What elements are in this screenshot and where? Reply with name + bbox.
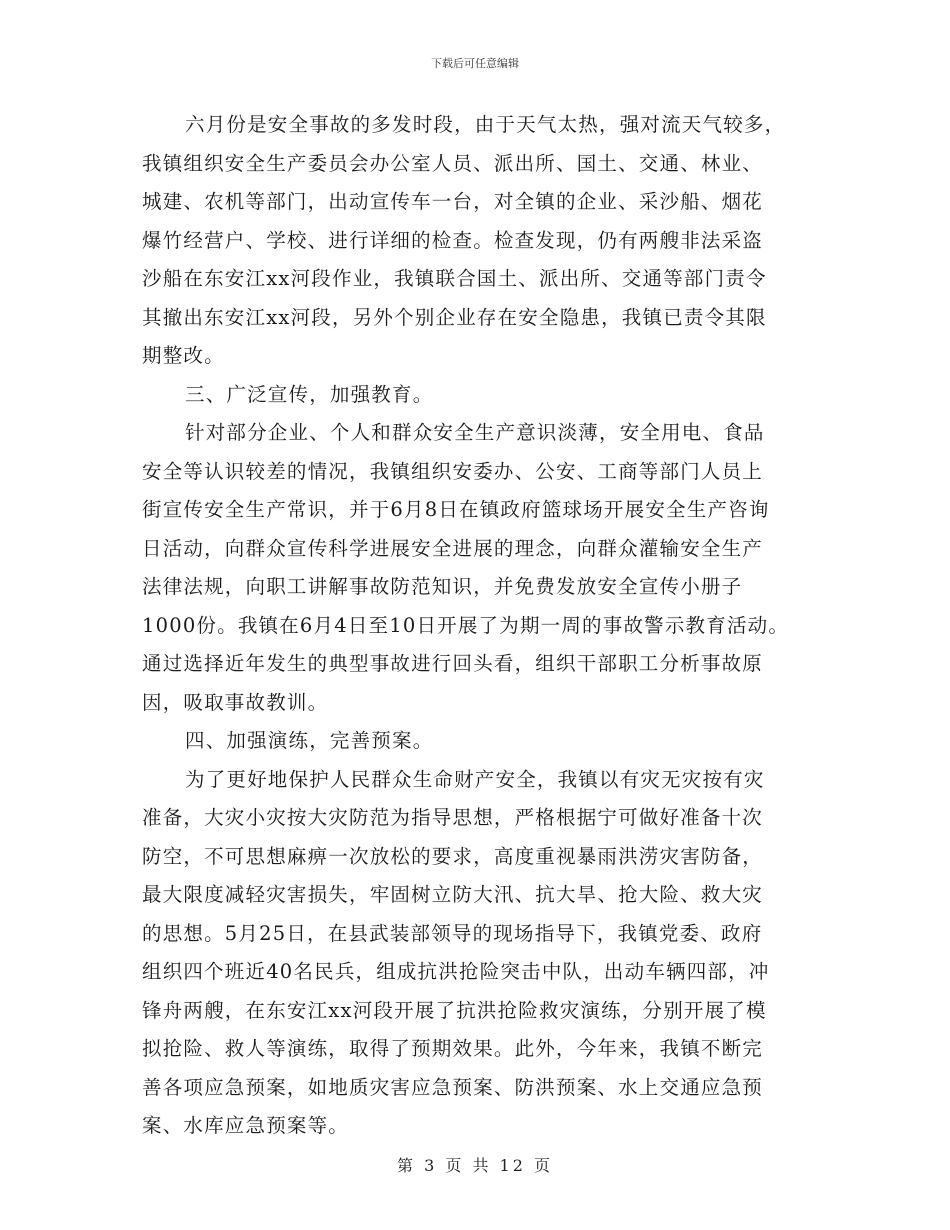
paragraph-first-line: 三、广泛宣传，加强教育。 xyxy=(185,382,434,406)
header-note: 下载后可任意编辑 xyxy=(431,57,519,70)
paragraph-line: 因，吸取事故教训。 xyxy=(142,690,329,714)
document-body xyxy=(142,106,814,1146)
paragraph-line: 我镇组织安全生产委员会办公室人员、派出所、国土、交通、林业、 xyxy=(142,151,764,175)
paragraph-first-line: 针对部分企业、个人和群众安全生产意识淡薄，安全用电、食品 xyxy=(185,421,765,444)
paragraph-line: 案、水库应急预案等。 xyxy=(142,1114,350,1137)
paragraph-line: 城建、农机等部门，出动宣传车一台，对全镇的企业、采沙船、烟花 xyxy=(142,190,764,213)
paragraph-line: 准备，大灾小灾按大灾防范为指导思想，严格根据宁可做好准备十次 xyxy=(142,806,764,829)
paragraph-line: 其撤出东安江xx河段，另外个别企业存在安全隐患，我镇已责令其限 xyxy=(142,305,767,329)
paragraph-line: 组织四个班近40名民兵，组成抗洪抢险突击中队，出动车辆四部，冲 xyxy=(142,960,770,983)
paragraph-line: 期整改。 xyxy=(142,344,225,367)
paragraph-line: 通过选择近年发生的典型事故进行回头看，组织干部职工分析事故原 xyxy=(142,652,764,675)
page-number-footer: 第 3 页 共 12 页 xyxy=(397,1156,553,1175)
paragraph-line: 的思想。5月25日，在县武装部领导的现场指导下，我镇党委、政府 xyxy=(142,921,763,945)
paragraph-line: 街宣传安全生产常识，并于6月8日在镇政府篮球场开展安全生产咨询 xyxy=(142,498,770,521)
paragraph-line: 安全等认识较差的情况，我镇组织安委办、公安、工商等部门人员上 xyxy=(142,459,764,483)
paragraph-line: 锋舟两艘，在东安江xx河段开展了抗洪抢险救灾演练，分别开展了模 xyxy=(142,998,767,1022)
paragraph-first-line: 四、加强演练，完善预案。 xyxy=(185,729,434,752)
paragraph-line: 日活动，向群众宣传科学进展安全进展的理念，向群众灌输安全生产 xyxy=(142,536,764,560)
paragraph-line: 爆竹经营户、学校、进行详细的检查。检查发现，仍有两艘非法采盗 xyxy=(142,228,764,252)
paragraph-line: 1000份。我镇在6月4日至10日开展了为期一周的事故警示教育活动。 xyxy=(142,613,790,637)
paragraph-line: 拟抢险、救人等演练，取得了预期效果。此外，今年来，我镇不断完 xyxy=(142,1037,764,1060)
paragraph-first-line: 为了更好地保护人民群众生命财产安全，我镇以有灾无灾按有灾 xyxy=(185,767,765,791)
paragraph-line: 法律法规，向职工讲解事故防范知识，并免费发放安全宣传小册子 xyxy=(142,575,743,598)
paragraph-line: 善各项应急预案，如地质灾害应急预案、防洪预案、水上交通应急预 xyxy=(142,1075,764,1099)
paragraph-line: 最大限度减轻灾害损失，牢固树立防大汛、抗大旱、抢大险、救大灾 xyxy=(142,883,764,906)
paragraph-line: 沙船在东安江xx河段作业，我镇联合国土、派出所、交通等部门责令 xyxy=(142,267,767,290)
paragraph-first-line: 六月份是安全事故的多发时段，由于天气太热，强对流天气较多， xyxy=(185,113,786,136)
paragraph-line: 防空，不可思想麻痹一次放松的要求，高度重视暴雨洪涝灾害防备， xyxy=(142,844,764,868)
